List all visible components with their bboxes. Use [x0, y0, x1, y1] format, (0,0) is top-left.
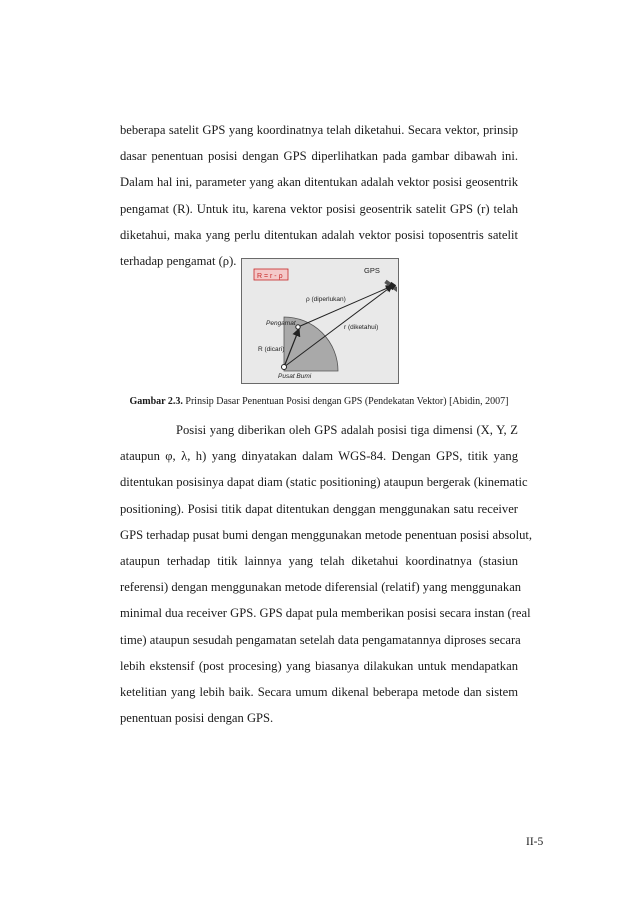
earth-center-point: [282, 365, 287, 370]
paragraph-line: ataupun terhadap titik lainnya yang telah diketahui koordinatnya (stasiun: [120, 553, 518, 568]
paragraph-line: pengamat (R). Untuk itu, karena vektor posisi geosentrik satelit GPS (r) telah: [120, 201, 518, 216]
caption-label: Gambar 2.3.: [129, 396, 183, 407]
r-label: r (diketahui): [344, 324, 379, 331]
observer-label: Pengamat: [266, 320, 296, 327]
gps-vector-diagram: [242, 259, 397, 382]
paragraph-line: ataupun φ, λ, h) yang dinyatakan dalam WGS-84. Dengan GPS, titik yang: [120, 449, 518, 464]
paragraph-line: GPS terhadap pusat bumi dengan menggunakan metode penentuan posisi absolut,: [120, 527, 533, 542]
paragraph-line: referensi) dengan menggunakan metode diferensial (relatif) yang menggunakan: [120, 580, 522, 595]
paragraph-line: ditentukan posisinya dapat diam (static positioning) ataupun bergerak (kinematic: [120, 475, 528, 490]
caption-text: Prinsip Dasar Penentuan Posisi dengan GPS (Pendekatan Vektor) [Abidin, 2007]: [182, 396, 509, 407]
gps-vector-figure: [241, 258, 399, 384]
paragraph-line: terhadap pengamat (ρ).: [120, 253, 237, 268]
paragraph-line: minimal dua receiver GPS. GPS dapat pula memberikan posisi secara instan (real: [120, 606, 531, 621]
satellite-label: GPS: [364, 266, 380, 275]
center-label: Pusat Bumi: [278, 373, 312, 380]
rho-label: ρ (diperlukan): [306, 296, 346, 303]
paragraph-line: diketahui, maka yang perlu ditentukan adalah vektor posisi toposentris satelit: [120, 227, 518, 242]
paragraph-2: [120, 417, 533, 731]
R-label: R (dicari): [258, 346, 285, 353]
paragraph-line: Posisi yang diberikan oleh GPS adalah posisi tiga dimensi (X, Y, Z: [176, 423, 518, 437]
equation-text: R = r - ρ: [257, 273, 283, 280]
paragraph-line: time) ataupun sesudah pengamatan setelah data pengamatannya diproses secara: [120, 632, 521, 647]
figure-caption: [0, 396, 638, 407]
paragraph-line: Dalam hal ini, parameter yang akan ditentukan adalah vektor posisi geosentrik: [120, 175, 518, 190]
paragraph-line: dasar penentuan posisi dengan GPS diperlihatkan pada gambar dibawah ini.: [120, 149, 518, 164]
paragraph-line: ketelitian yang lebih baik. Secara umum dikenal beberapa metode dan sistem: [120, 684, 518, 699]
paragraph-1: [120, 117, 518, 274]
page-number: II-5: [526, 836, 544, 848]
paragraph-line: beberapa satelit GPS yang koordinatnya telah diketahui. Secara vektor, prinsip: [120, 123, 518, 137]
paragraph-line: penentuan posisi dengan GPS.: [120, 711, 274, 726]
paragraph-line: positioning). Posisi titik dapat ditentukan denggan menggunakan satu receiver: [120, 501, 518, 516]
paragraph-line: lebih ekstensif (post procesing) yang biasanya dilakukan untuk mendapatkan: [120, 658, 518, 673]
observer-point: [296, 325, 300, 329]
